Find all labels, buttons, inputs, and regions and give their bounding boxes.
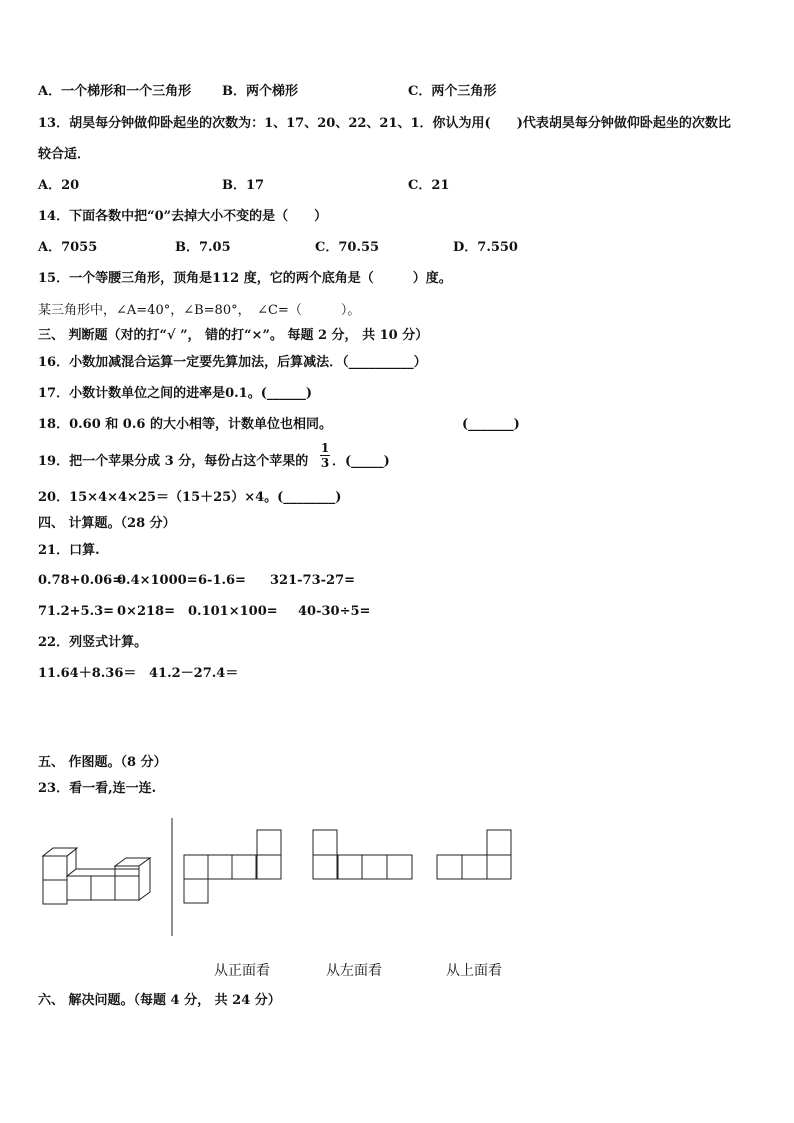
section3-title: 三、 判断题（对的打“√ ”， 错的打“×”。 每题 2 分， 共 10 分） <box>38 328 429 343</box>
q12-option-b: B．两个梯形 <box>222 84 298 99</box>
mental-calc-item: 6-1.6= <box>198 573 246 588</box>
mental-calc-item: 0.4×1000= <box>117 573 198 588</box>
q14-option-b: B．7.05 <box>175 240 231 255</box>
q17-text: 17．小数计数单位之间的进率是0.1。(______) <box>38 386 313 401</box>
mental-calc-item: 0.101×100= <box>188 604 278 619</box>
q14-option-a: A．7055 <box>38 240 98 255</box>
view-label-top: 从上面看 <box>446 963 502 979</box>
q19-text: 19．把一个苹果分成 3 分，每份占这个苹果的 <box>38 454 309 469</box>
mental-calc-item: 0.78+0.06= <box>38 573 124 588</box>
q23-text: 23．看一看,连一连. <box>38 781 157 796</box>
q14-option-d: D．7.550 <box>453 240 518 255</box>
view-label-left: 从左面看 <box>326 963 382 979</box>
q20-text: 20．15×4×4×25＝（15＋25）×4。(________) <box>38 490 342 505</box>
q16-text: 16．小数加减混合运算一定要先算加法，后算减法．（__________） <box>38 355 427 370</box>
section4-title: 四、 计算题。（28 分） <box>38 516 176 531</box>
cube-stack-figure <box>43 848 150 904</box>
q13-text-cont: 较合适． <box>38 147 91 162</box>
mental-calc-item: 0×218= <box>117 604 175 619</box>
q13-option-c: C．21 <box>408 178 450 193</box>
q18-answer-blank: (_______) <box>462 417 520 432</box>
view-label-front: 从正面看 <box>214 963 270 979</box>
vertical-calc-item: 41.2－27.4＝ <box>149 666 239 681</box>
q19-answer-blank: ．(_____) <box>332 454 390 469</box>
q13-option-a: A．20 <box>38 178 80 193</box>
q19-fraction-numerator: 1 <box>320 441 330 455</box>
mental-calc-item: 40-30÷5= <box>298 604 371 619</box>
view-shape-2 <box>313 830 412 879</box>
q15-text: 15．一个等腰三角形，顶角是112 度，它的两个底角是（ ）度。 <box>38 271 452 286</box>
q13-option-b: B．17 <box>222 178 265 193</box>
mental-calc-item: 71.2+5.3= <box>38 604 115 619</box>
section5-title: 五、 作图题。（8 分） <box>38 755 167 770</box>
q21-text: 21．口算. <box>38 543 100 558</box>
q13-text: 13．胡昊每分钟做仰卧起坐的次数为：1、17、20、22、21、1．你认为用( )代表胡昊每分钟做仰卧起坐的次数比 <box>38 116 731 131</box>
mental-calc-item: 321-73-27= <box>270 573 356 588</box>
vertical-calc-item: 11.64＋8.36＝ <box>38 666 137 681</box>
q12-option-c: C．两个三角形 <box>408 84 497 99</box>
q22-text: 22．列竖式计算。 <box>38 635 148 650</box>
q19-fraction-denominator: 3 <box>320 456 330 470</box>
q12-option-a: A．一个梯形和一个三角形 <box>38 84 192 99</box>
section6-title: 六、 解决问题。（每题 4 分， 共 24 分） <box>38 993 281 1008</box>
q18-text: 18．0.60 和 0.6 的大小相等，计数单位也相同。 <box>38 417 332 432</box>
q15-extra-text: 某三角形中，∠A=40°，∠B=80°， ∠C=（ ）。 <box>38 303 361 318</box>
q14-option-c: C．70.55 <box>315 240 380 255</box>
view-shape-3 <box>437 830 511 879</box>
q14-text: 14．下面各数中把“0”去掉大小不变的是（ ） <box>38 209 328 224</box>
view-shape-1 <box>184 830 281 903</box>
